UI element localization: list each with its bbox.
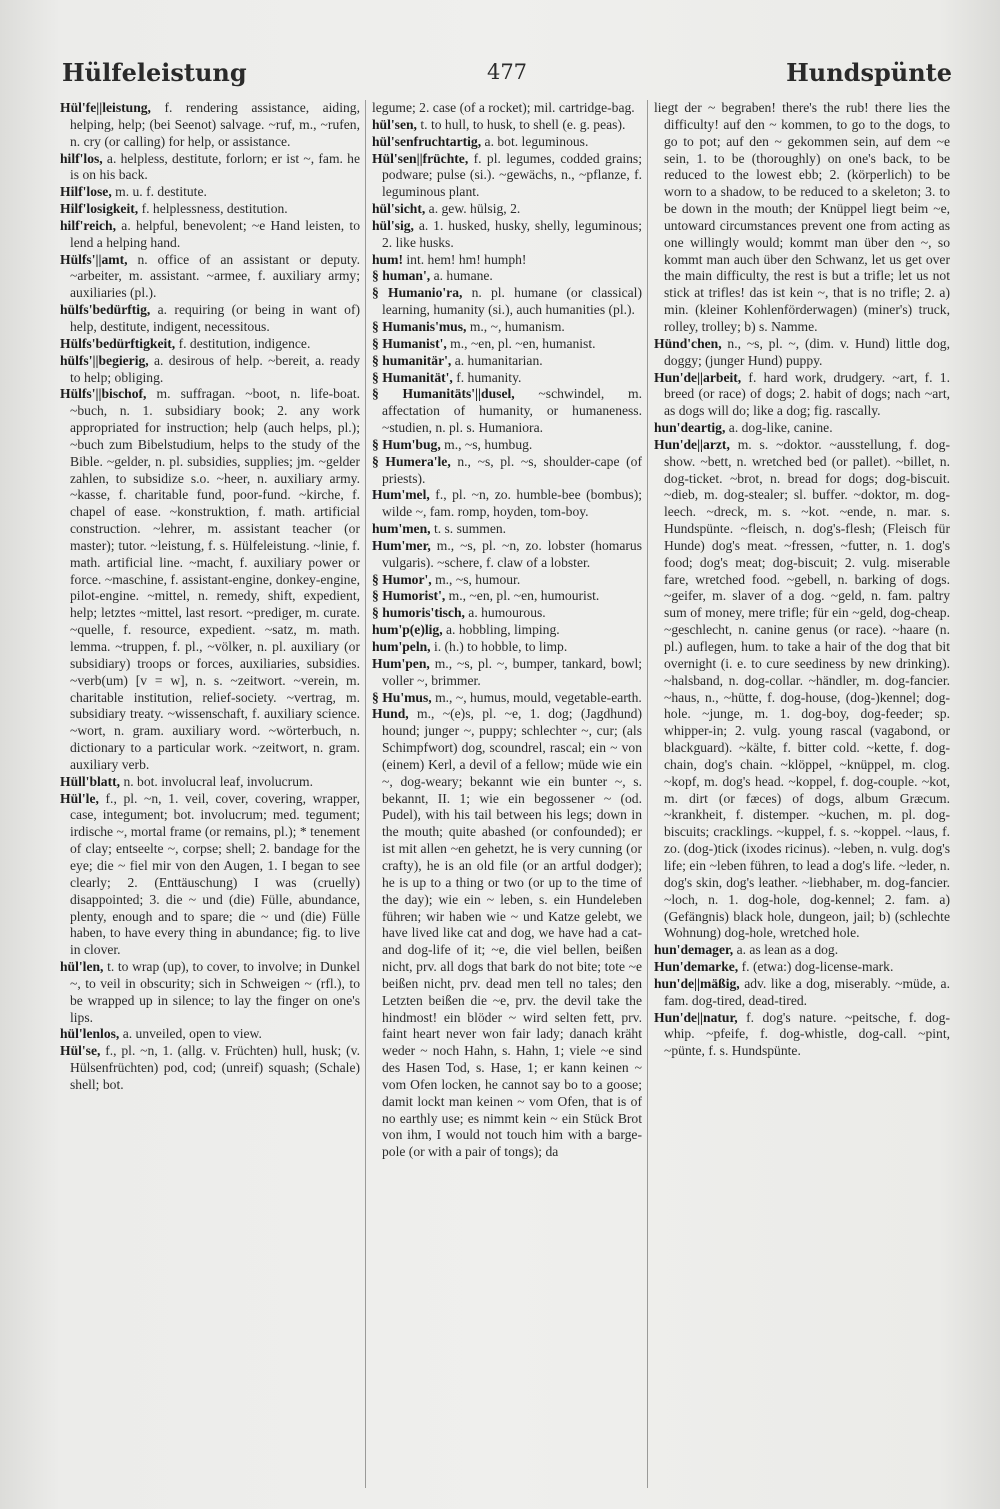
entry-headword: § Humorist', [372,588,446,604]
dictionary-entry [654,100,950,336]
dictionary-entry [372,117,642,134]
dictionary-entry [60,252,360,303]
entry-headword: § Humanis'mus, [372,318,467,334]
entry-headword: hilf'reich, [60,217,117,233]
entry-headword: Hüll'blatt, [60,773,121,789]
dictionary-entry [654,1010,950,1061]
dictionary-entry [654,336,950,370]
dictionary-entry [60,100,360,151]
entry-definition: i. (h.) to hobble, to limp. [430,639,568,654]
dictionary-entry [654,420,950,437]
column-3 [654,100,950,1480]
entry-headword: hum! [372,251,403,267]
entry-definition: f. hard work, drudgery. ~art, f. 1. breed (or race) of dogs; 2. habit of dogs; nach ~art, as dogs will do; like a dog; fig. rascally. [664,369,950,419]
dictionary-entry [372,201,642,218]
entry-headword: Hül'fe||leistung, [60,100,151,115]
entry-definition: m., ~s, pl. ~, bumper, tankard, bowl; voller ~, brimmer. [382,655,642,688]
dictionary-entry [654,976,950,1010]
header-first-word: Hülfeleistung [62,58,247,87]
entry-definition: m., ~(e)s, pl. ~e, 1. dog; (Jagdhund) hound; junger ~, puppy; schlechter ~, cur; (als Schimpfwort) dog, scoundrel, rascal; ein ~ von (einem) Kerl, a devil of a fellow; müde wie ein ~, dog-weary; bekannt wie ein bunter ~, s. bekannt, II. 1; wie ein begossener ~ (od. Pudel), with his tail between his legs; down in the mouth; quite abashed (or confounded); er ist mit allen ~en gehetzt, he is very cunning (or crafty), he is an old file (or an artful dodger); he is up to a thing or two (or up to the time of the day); wie ein ~ leben, s. ein Hundeleben führen; wir haben wie ~ und Katze gelebt, we have lived like cat and dog, we have had a cat- and dog-life of it; ~e, die viel bellen, beißen nicht, prv. all dogs that bark do not bite; tote ~e beißen nicht, prv. dead men tell no tales; den Letzten beißen die ~e, prv. the devil take the hindmost! ein blöder ~ wird selten fett, prv. faint heart never won fair lady; danach kräht weder ~ noch Hahn, s. Hahn, 1; viele ~e sind des Hasen Tod, s. Hase, 1; er kann keinen ~ vom Ofen locken, he cannot say bo to a goose; damit lockt man keinen ~ vom Ofen, that is of no earthly use; es nimmt kein ~ ein Stück Brot von ihm, I would not touch him with a barge-pole (or with a pair of tongs); da [382,706,642,1160]
entry-definition: a. humanitarian. [451,352,543,368]
dictionary-entry [372,218,642,252]
dictionary-entry [60,353,360,387]
dictionary-entry [372,605,642,622]
dictionary-entry [60,218,360,252]
entry-headword: Hum'mer, [372,537,431,553]
entry-headword: hül'lenlos, [60,1026,120,1042]
dictionary-entry [372,100,642,117]
entry-definition: n., ~s, pl. ~, (dim. v. Hund) little dog, doggy; (junger Hund) puppy. [664,335,950,368]
entry-headword: hül'sig, [372,217,414,233]
header-last-word: Hundspünte [786,58,952,87]
entry-definition: adv. like a dog, miserably. ~müde, a. fam. dog-tired, dead-tired. [664,975,950,1008]
column-divider [365,100,366,1488]
entry-headword: § Humanist', [372,335,447,351]
dictionary-entry [372,454,642,488]
entry-headword: hilf'los, [60,150,103,166]
entry-definition: a. helpful, benevolent; ~e Hand leisten, to lend a helping hand. [70,217,360,250]
entry-headword: § humoris'tisch, [372,605,465,621]
dictionary-entry [372,588,642,605]
dictionary-entry [372,285,642,319]
entry-definition: a. desirous of help. ~bereit, a. ready to help; obliging. [70,352,360,385]
entry-headword: § Humanio'ra, [372,285,463,301]
entry-headword: hül'sen, [372,116,417,132]
dictionary-entry [372,386,642,437]
dictionary-entry [372,268,642,285]
entry-headword: § Humanität', [372,369,453,385]
entry-headword: Hun'de||arzt, [654,436,730,452]
entry-definition: t. s. summen. [430,521,507,537]
entry-headword: § Humanitäts'||dusel, [372,386,515,402]
entry-headword: hun'demager, [654,942,734,958]
dictionary-entry [372,134,642,151]
dictionary-entry [60,201,360,218]
dictionary-entry [60,959,360,1026]
entry-headword: Hülfs'||bischof, [60,386,147,402]
entry-definition: a. bot. leguminous. [481,133,589,149]
entry-definition: m., ~s, pl. ~n, zo. lobster (homarus vulgaris). ~schere, f. claw of a lobster. [382,537,642,570]
entry-definition: a. humourous. [464,605,546,621]
dictionary-entry [60,336,360,353]
dictionary-entry [372,370,642,387]
entry-headword: hül'len, [60,959,104,975]
dictionary-entry [372,353,642,370]
entry-headword: Hül'sen||früchte, [372,150,469,166]
entry-definition: ~schwindel, m. affectation of humanity, or humaneness. ~studien, n. pl. s. Humaniora. [382,386,642,436]
running-header [62,58,952,94]
dictionary-entry [60,184,360,201]
entry-headword: Hilf'lose, [60,184,112,200]
entry-definition: f., pl. ~n, zo. humble-bee (bombus); wilde ~, fam. romp, hoyden, tom-boy. [382,487,642,520]
entry-headword: Hilf'losigkeit, [60,201,139,217]
dictionary-entry [372,690,642,707]
dictionary-entry [60,302,360,336]
entry-definition: a. requiring (or being in want of) help, destitute, indigent, necessitous. [70,302,360,334]
entry-definition: legume; 2. case (of a rocket); mil. cartridge-bag. [372,100,635,115]
entry-definition: m. suffragan. ~boot, n. life-boat. ~buch, n. 1. subsidiary book; 2. any work appropriated for instruction; help (auch helps, pl.); ~buch zum Bibelstudium, helps to the study of the Bible. ~gelder, n. pl. subsidies, supplies; jm. ~gelder zahlen, to subsidize s.o. ~heer, n. auxiliary army. ~kasse, f. charitable fund, poor-fund. ~kirche, f. chapel of ease. ~konstruktion, f. math. artificial construction. ~lehrer, m. assistant teacher (or master); tutor. ~leistung, f. s. Hülfeleistung. ~linie, f. math. artificial line. ~macht, f. auxiliary power or force. ~maschine, f. assistant-engine, donkey-engine, pilot-engine. ~mittel, n. remedy, shift, expedient, help; letztes ~mittel, last resort. ~prediger, m. curate. ~quelle, f. resource, expedient. ~satz, m. math. lemma. ~truppen, f. pl., ~völker, n. pl. auxiliary (or subsidiary) troops or forces, auxiliaries, subsidies. ~verb(um) [v = w], n. s. ~zeitwort. ~verein, m. charitable institution, relief-society. ~vertrag, m. subsidiary treaty. ~wissenschaft, f. auxiliary science. ~wort, n. gram. auxiliary word. ~wörterbuch, n. dictionary to a particular work. ~zeitwort, n. gram. auxiliary verb. [70,386,360,772]
dictionary-entry [372,336,642,353]
entry-headword: hülfs'||begierig, [60,352,149,368]
entry-definition: f. humanity. [452,369,522,385]
dictionary-entry [60,774,360,791]
entry-definition: f., pl. ~n, 1. veil, cover, covering, wrapper, case, integument; bot. involucrum; med. tegument; irdische ~, mortal frame (or remains, pl.); * tenement of clay; entseelte ~, corpse; shell; 2. bandage for the eye; die ~ fiel mir von den Augen, 1. I began to see clearly; 2. (Enttäuschung) I was (cruelly) disappointed; 3. die ~ und (die) Fülle, abundance, plenty, enough and to spare; die ~ und (die) Fülle haben, to have every thing in abundance; fig. to live in clover. [70,790,360,958]
entry-headword: § Humera'le, [372,453,451,469]
dictionary-entry [372,319,642,336]
entry-definition: a. dog-like, canine. [725,420,833,436]
entry-definition: m., ~en, pl. ~en, humourist. [445,588,600,604]
entry-headword: Hül'le, [60,790,99,806]
dictionary-entry [372,706,642,1161]
entry-definition: n. bot. involucral leaf, involucrum. [120,773,313,789]
entry-definition: a. hobbling, limping. [442,622,560,638]
entry-headword: hülfs'bedürftig, [60,302,151,318]
dictionary-entry [372,151,642,202]
entry-definition: int. hem! hm! humph! [402,251,527,267]
entry-definition: a. 1. husked, husky, shelly, leguminous; 2. like husks. [382,217,642,250]
entry-definition: t. to wrap (up), to cover, to involve; in Dunkel ~, to veil in obscurity; sich in Schweigen ~ (rfl.), to be wrapped up in silence; to lay the finger on one's lips. [70,959,360,1025]
entry-headword: § Hum'bug, [372,436,441,452]
column-2 [372,100,642,1480]
dictionary-entry [372,656,642,690]
entry-headword: Hülfs'bedürftigkeit, [60,335,176,351]
entry-headword: § Humor', [372,571,432,587]
entry-headword: § Hu'mus, [372,689,432,705]
entry-headword: Hül'se, [60,1043,101,1059]
entry-headword: hül'senfruchtartig, [372,133,482,149]
entry-definition: m., ~en, pl. ~en, humanist. [446,335,596,351]
dictionary-entry [60,386,360,773]
entry-definition: n. office of an assistant or deputy. ~arbeiter, m. assistant. ~armee, f. auxiliary army; auxiliaries (pl.). [70,251,360,301]
entry-headword: Hünd'chen, [654,335,722,351]
entry-definition: f., pl. ~n, 1. (allg. v. Früchten) hull, husk; (v. Hülsenfrüchten) pod, cod; (unreif) squash; (Schale) shell; bot. [70,1043,360,1092]
entry-definition: f. rendering assistance, aiding, helping, help; (bei Seenot) salvage. ~ruf, m., ~rufen, n. cry (or calling) for help, or assistance. [70,100,360,149]
entry-definition: n. pl. humane (or classical) learning, humanity (si.), auch humanities (pl.). [382,285,642,318]
entry-headword: hum'p(e)lig, [372,622,443,638]
dictionary-entry [372,252,642,269]
dictionary-entry [60,151,360,185]
entry-headword: Hum'mel, [372,487,430,503]
dictionary-entry [60,791,360,959]
dictionary-entry [372,622,642,639]
dictionary-entry [372,639,642,656]
dictionary-entry [654,437,950,942]
entry-definition: f. pl. legumes, codded grains; podware; pulse (si.). ~gewächs, n., ~pflanze, f. leguminous plant. [382,150,642,200]
entry-headword: hun'de||mäßig, [654,975,740,991]
entry-definition: liegt der ~ begraben! there's the rub! there lies the difficulty! auf den ~ kommen, to go to the dogs, to go to pot; auf den ~ gekommen sein, auf dem ~e sein, 1. to be (thoroughly) on one's back, to be reduced to the lowest ebb; 2. (körperlich) to be worn to a shadow, to be reduced to a skeleton; 3. to be down in the mouth; der Knüppel liegt beim ~e, untoward circumstances prevent one from acting as one willingly would; kommt man über den ~, so kommt man auch über den Schwanz, let us get over the main difficulty, the rest is but a trifle; let us not stick at trifles! das ist kein ~, that is no trifle; 2. a) min. (kleiner Kohlenförderwagen) (miner's) truck, rolley, trolley; b) s. Namme. [654,100,950,334]
entry-headword: Hun'de||arbeit, [654,369,742,385]
entry-headword: Hun'de||natur, [654,1009,738,1025]
entry-headword: Hun'demarke, [654,959,739,975]
page-number: 477 [486,60,528,84]
dictionary-entry [372,437,642,454]
dictionary-entry [372,521,642,538]
column-1 [60,100,360,1480]
dictionary-entry [654,370,950,421]
dictionary-entry [372,487,642,521]
entry-definition: f. dog's nature. ~peitsche, f. dog-whip. ~pfeife, f. dog-whistle, dog-call. ~pint, ~pünte, f. s. Hundspünte. [664,1009,950,1059]
entry-headword: hum'men, [372,521,431,537]
entry-definition: m., ~, humus, mould, vegetable-earth. [431,689,642,705]
entry-definition: m., ~, humanism. [466,318,565,334]
dictionary-entry [60,1043,360,1094]
entry-definition: a. as lean as a dog. [733,942,839,958]
entry-definition: m., ~s, humbug. [440,436,533,452]
entry-definition: a. unveiled, open to view. [119,1026,262,1042]
entry-definition: a. humane. [430,268,493,284]
entry-headword: hun'deartig, [654,420,726,436]
entry-headword: Hund, [372,706,409,722]
entry-definition: n., ~s, pl. ~s, shoulder-cape (of priests). [382,453,642,486]
dictionary-entry [654,959,950,976]
entry-definition: a. helpless, destitute, forlorn; er ist ~, fam. he is on his back. [70,150,360,183]
entry-definition: m. s. ~doktor. ~ausstellung, f. dog-show. ~bett, n. wretched bed (or pallet). ~billet, n. dog-ticket. ~brot, n. bread for dogs; dog-biscuit. ~dieb, m. dog-stealer; sl. buffer. ~doktor, m. dog-leech. ~dreck, m. s. ~kot. ~ende, n. mar. s. Hundspünte. ~fleisch, n. dog's-flesh; (Fleisch für Hunde) dog's meat. ~fressen, ~futter, n. 1. dog's food; dog's meat; dog-biscuit; 2. vulg. miserable fare, wretched food. ~gebell, n. barking of dogs. ~geifer, m. slaver of a dog. ~geld, n. fam. paltry sum of money, mere trifle; für ein ~geld, dog-cheap. ~geschlecht, n. canine genus (or race). ~haare (n. pl.) auflegen, hum. to take a hair of the dog that bit overnight (i. e. to cure seediness by new drinking). ~halsband, n. dog-collar. ~händler, m. dog-fancier. ~haus, n., ~hütte, f. dog-house, (dog-)kennel; dog-hole. ~junge, m. 1. dog-boy, dog-feeder; sp. whipper-in; 2. vulg. young rascal (vagabond, or blackguard). ~kälte, f. bitter cold. ~kette, f. dog-chain, dog's chain. ~klöppel, ~knüppel, m. clog. ~kopf, m. dog's head. ~koppel, f. dog-couple. ~kot, m. dirt (or fæces) of dogs, album Græcum. ~krankheit, f. distemper. ~kuchen, m. pl. dog-biscuits; cracklings. ~kuppel, f. s. ~koppel. ~laus, f. zo. (dog-)tick (ixodes ricinus). ~leben, n. vulg. dog's life; ein ~leben führen, to lead a dog's life. ~leder, n. dog's skin, dog's leather. ~liebhaber, m. dog-fancier. ~loch, n. 1. dog-hole, dog-kennel; 2. fam. a) (Gefängnis) black hole, dungeon, jail; b) (schlechte Wohnung) dog-hole, wretched hole. [664,436,950,941]
entry-definition: f. destitution, indigence. [175,335,311,351]
entry-headword: Hülfs'||amt, [60,251,128,267]
dictionary-entry [372,538,642,572]
entry-definition: f. helplessness, destitution. [138,201,288,217]
entry-definition: a. gew. hülsig, 2. [425,201,521,217]
entry-headword: § human', [372,268,431,284]
entry-headword: § humanitär', [372,352,452,368]
entry-headword: hum'peln, [372,639,431,654]
entry-headword: hül'sicht, [372,201,426,217]
dictionary-entry [60,1026,360,1043]
entry-definition: m. u. f. destitute. [111,184,207,200]
entry-definition: m., ~s, humour. [431,571,521,587]
entry-definition: f. (etwa:) dog-license-mark. [738,959,894,975]
entry-definition: t. to hull, to husk, to shell (e. g. peas). [416,116,626,132]
dictionary-entry [372,572,642,589]
dictionary-entry [654,942,950,959]
entry-headword: Hum'pen, [372,655,430,671]
column-divider [647,100,648,1488]
